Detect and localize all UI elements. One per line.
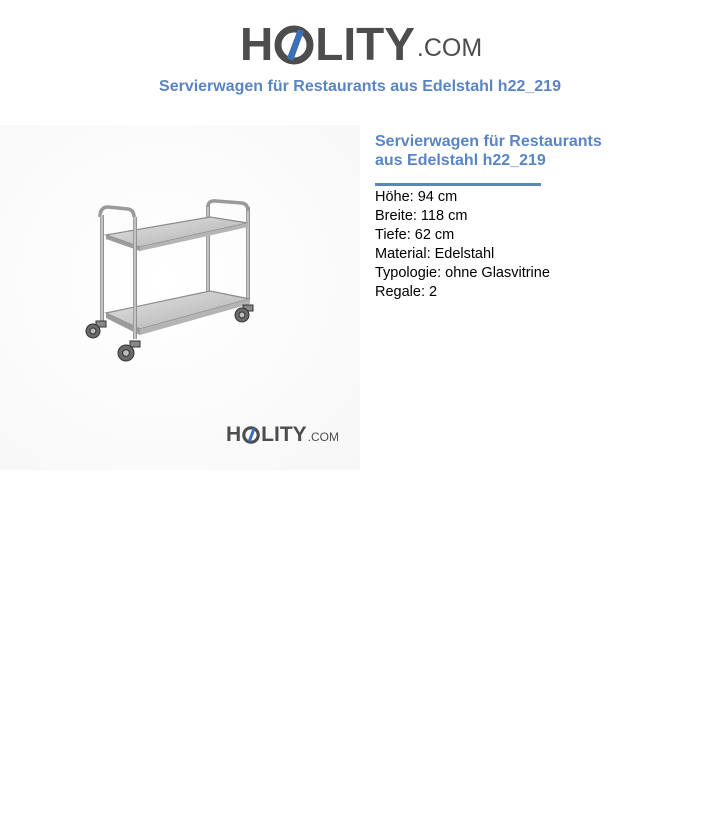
holity-logo[interactable] xyxy=(240,10,482,70)
spec-list xyxy=(375,188,705,302)
spec-typology: Typologie: ohne Glasvitrine xyxy=(375,265,550,281)
logo-letters-lity: LITY xyxy=(315,18,415,70)
watermark-logo xyxy=(226,423,339,447)
spec-material: Material: Edelstahl xyxy=(375,246,495,262)
page-title: Servierwagen für Restaurants aus Edelstahl h22_219 xyxy=(159,78,561,95)
spec-width: Breite: 118 cm xyxy=(375,208,468,224)
logo-o-mark-icon xyxy=(274,25,314,65)
product-details xyxy=(375,132,705,302)
watermark-domain: .COM xyxy=(307,430,340,444)
watermark-letters-lity: LITY xyxy=(261,423,307,446)
logo-wordmark xyxy=(240,18,415,70)
logo-letter-h: H xyxy=(240,18,274,70)
spec-height: Höhe: 94 cm xyxy=(375,189,458,205)
product-title: Servierwagen für Restaurants aus Edelstahl h22_219 xyxy=(375,133,602,169)
spec-depth: Tiefe: 62 cm xyxy=(375,227,455,243)
serving-cart-image xyxy=(70,195,270,385)
watermark-wordmark xyxy=(226,423,307,447)
logo-domain: .COM xyxy=(416,34,483,62)
product-image-area xyxy=(0,125,360,470)
title-divider xyxy=(375,183,541,186)
spec-shelves: Regale: 2 xyxy=(375,284,438,300)
watermark-o-mark-icon xyxy=(242,426,260,444)
watermark-letter-h: H xyxy=(226,423,242,446)
